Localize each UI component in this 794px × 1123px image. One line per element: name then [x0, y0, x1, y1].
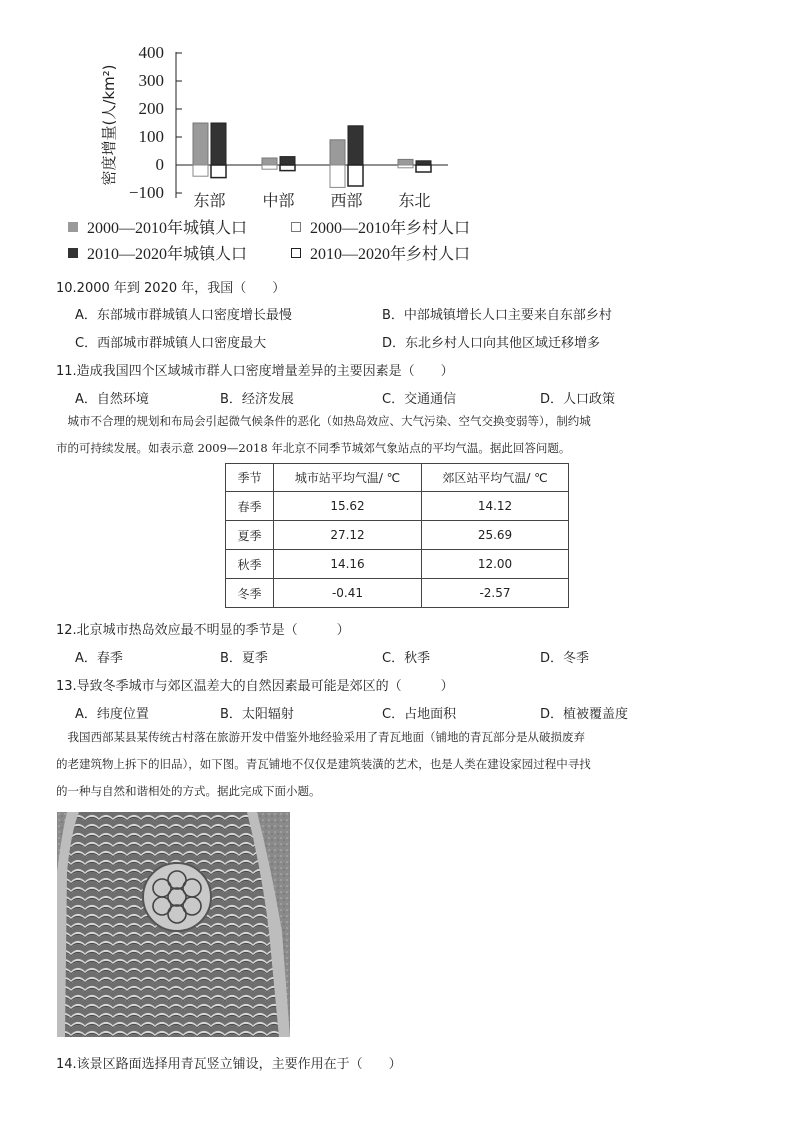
temperature-table	[225, 463, 569, 608]
q12-option-c[interactable]: C．秋季	[382, 651, 431, 666]
question-14-stem: 14.该景区路面选择用青瓦竖立铺设，主要作用在于（ ）	[56, 1057, 402, 1072]
bar-rural	[193, 165, 208, 176]
q13-option-c[interactable]: C．占地面积	[382, 707, 457, 722]
table-row	[226, 579, 569, 608]
question-12-stem: 12.北京城市热岛效应最不明显的季节是（ ）	[56, 623, 350, 638]
table-cell: 25.69	[422, 521, 569, 550]
table-cell: 15.62	[274, 492, 422, 521]
q11-option-b[interactable]: B．经济发展	[220, 392, 294, 407]
q10-option-d[interactable]: D．东北乡村人口向其他区域迁移增多	[382, 336, 601, 351]
passage-line: 我国西部某县某传统古村落在旅游开发中借鉴外地经验采用了青瓦地面（铺地的青瓦部分是从破损废弃	[56, 730, 585, 744]
q10-option-b[interactable]: B．中部城镇增长人口主要来自东部乡村	[382, 308, 612, 323]
legend-label: 2000—2010年城镇人口	[87, 220, 248, 237]
bar-rural	[262, 165, 277, 169]
table-header: 季节	[226, 464, 274, 492]
y-tick-label: −100	[128, 183, 164, 202]
y-tick-label: 200	[138, 99, 164, 118]
legend-label: 2000—2010年乡村人口	[310, 220, 471, 237]
table-cell: 秋季	[226, 550, 274, 579]
y-tick-label: 300	[138, 71, 164, 90]
table-cell: 冬季	[226, 579, 274, 608]
category-labels	[193, 191, 430, 210]
question-10-stem: 10.2000 年到 2020 年，我国（ ）	[56, 281, 286, 296]
category-label: 东北	[398, 191, 431, 210]
legend-item-rural-2010	[291, 241, 470, 264]
tile-paving-photo	[57, 812, 290, 1037]
bar-rural	[348, 165, 363, 186]
question-11-stem: 11.造成我国四个区域城市群人口密度增量差异的主要因素是（ ）	[56, 364, 454, 379]
legend-swatch-outline-icon	[291, 248, 301, 258]
y-tick-label: 0	[155, 155, 164, 174]
q10-option-c[interactable]: C．西部城市群城镇人口密度最大	[75, 336, 267, 351]
q12-option-d[interactable]: D．冬季	[540, 651, 590, 666]
table-cell: 12.00	[422, 550, 569, 579]
passage-tile-paving	[56, 724, 716, 805]
passage-line: 的老建筑物上拆下的旧品），如下图。青瓦铺地不仅仅是建筑装潢的艺术，也是人类在建设家园过程中寻找	[56, 757, 591, 771]
category-label: 东部	[193, 191, 226, 210]
table-cell: 14.16	[274, 550, 422, 579]
table-cell: -0.41	[274, 579, 422, 608]
population-density-bar-chart	[96, 40, 456, 212]
legend-swatch-gray-icon	[68, 222, 78, 232]
y-tick-label: 400	[138, 43, 164, 62]
table-header-row	[226, 464, 569, 492]
q13-option-b[interactable]: B．太阳辐射	[220, 707, 294, 722]
question-13-stem: 13.导致冬季城市与郊区温差大的自然因素最可能是郊区的（ ）	[56, 679, 454, 694]
q11-option-a[interactable]: A．自然环境	[75, 392, 149, 407]
y-tick-label: 100	[138, 127, 164, 146]
y-axis-ticks	[129, 43, 182, 202]
table-cell: 夏季	[226, 521, 274, 550]
legend-label: 2010—2020年乡村人口	[310, 246, 471, 263]
table-row	[226, 492, 569, 521]
legend-item-rural-2000	[291, 215, 470, 238]
q12-option-b[interactable]: B．夏季	[220, 651, 268, 666]
category-label: 中部	[262, 191, 295, 210]
legend-item-urban-2000	[68, 215, 247, 238]
legend-swatch-black-icon	[68, 248, 78, 258]
bar-rural	[211, 165, 226, 178]
q13-option-a[interactable]: A．纬度位置	[75, 707, 149, 722]
q10-option-a[interactable]: A．东部城市群城镇人口密度增长最慢	[75, 308, 292, 323]
bars	[193, 123, 431, 187]
q11-option-c[interactable]: C．交通通信	[382, 392, 457, 407]
category-label: 西部	[330, 191, 363, 210]
table-header: 郊区站平均气温/ ℃	[422, 464, 569, 492]
bar-rural	[416, 165, 431, 172]
table-header: 城市站平均气温/ ℃	[274, 464, 422, 492]
y-axis-label: 密度增量(人/km²)	[100, 64, 118, 186]
bar-urban	[262, 158, 277, 165]
legend-swatch-white-icon	[291, 222, 301, 232]
bar-urban	[398, 159, 413, 165]
bar-urban	[280, 157, 295, 165]
passage-line: 的一种与自然和谐相处的方式。据此完成下面小题。	[56, 784, 321, 798]
bar-urban	[330, 140, 345, 165]
passage-line: 城市不合理的规划和布局会引起微气候条件的恶化（如热岛效应、大气污染、空气交换变弱等），制约城	[56, 414, 591, 428]
bar-rural	[330, 165, 345, 187]
q12-option-a[interactable]: A．春季	[75, 651, 123, 666]
passage-heat-island	[56, 408, 716, 462]
table-cell: 春季	[226, 492, 274, 521]
table-row	[226, 521, 569, 550]
bar-urban	[348, 126, 363, 165]
q11-option-d[interactable]: D．人口政策	[540, 392, 616, 407]
table-cell: 14.12	[422, 492, 569, 521]
bar-urban	[211, 123, 226, 165]
legend-label: 2010—2020年城镇人口	[87, 246, 248, 263]
tile-paving-illustration	[57, 812, 290, 1037]
passage-line: 市的可持续发展。如表示意 2009—2018 年北京不同季节城郊气象站点的平均气温。据此回答问题。	[56, 441, 571, 455]
bar-rural	[398, 165, 413, 168]
table-row	[226, 550, 569, 579]
bar-urban	[193, 123, 208, 165]
table-cell: 27.12	[274, 521, 422, 550]
table-cell: -2.57	[422, 579, 569, 608]
bar-rural	[280, 165, 295, 171]
legend-item-urban-2010	[68, 241, 247, 264]
q13-option-d[interactable]: D．植被覆盖度	[540, 707, 629, 722]
